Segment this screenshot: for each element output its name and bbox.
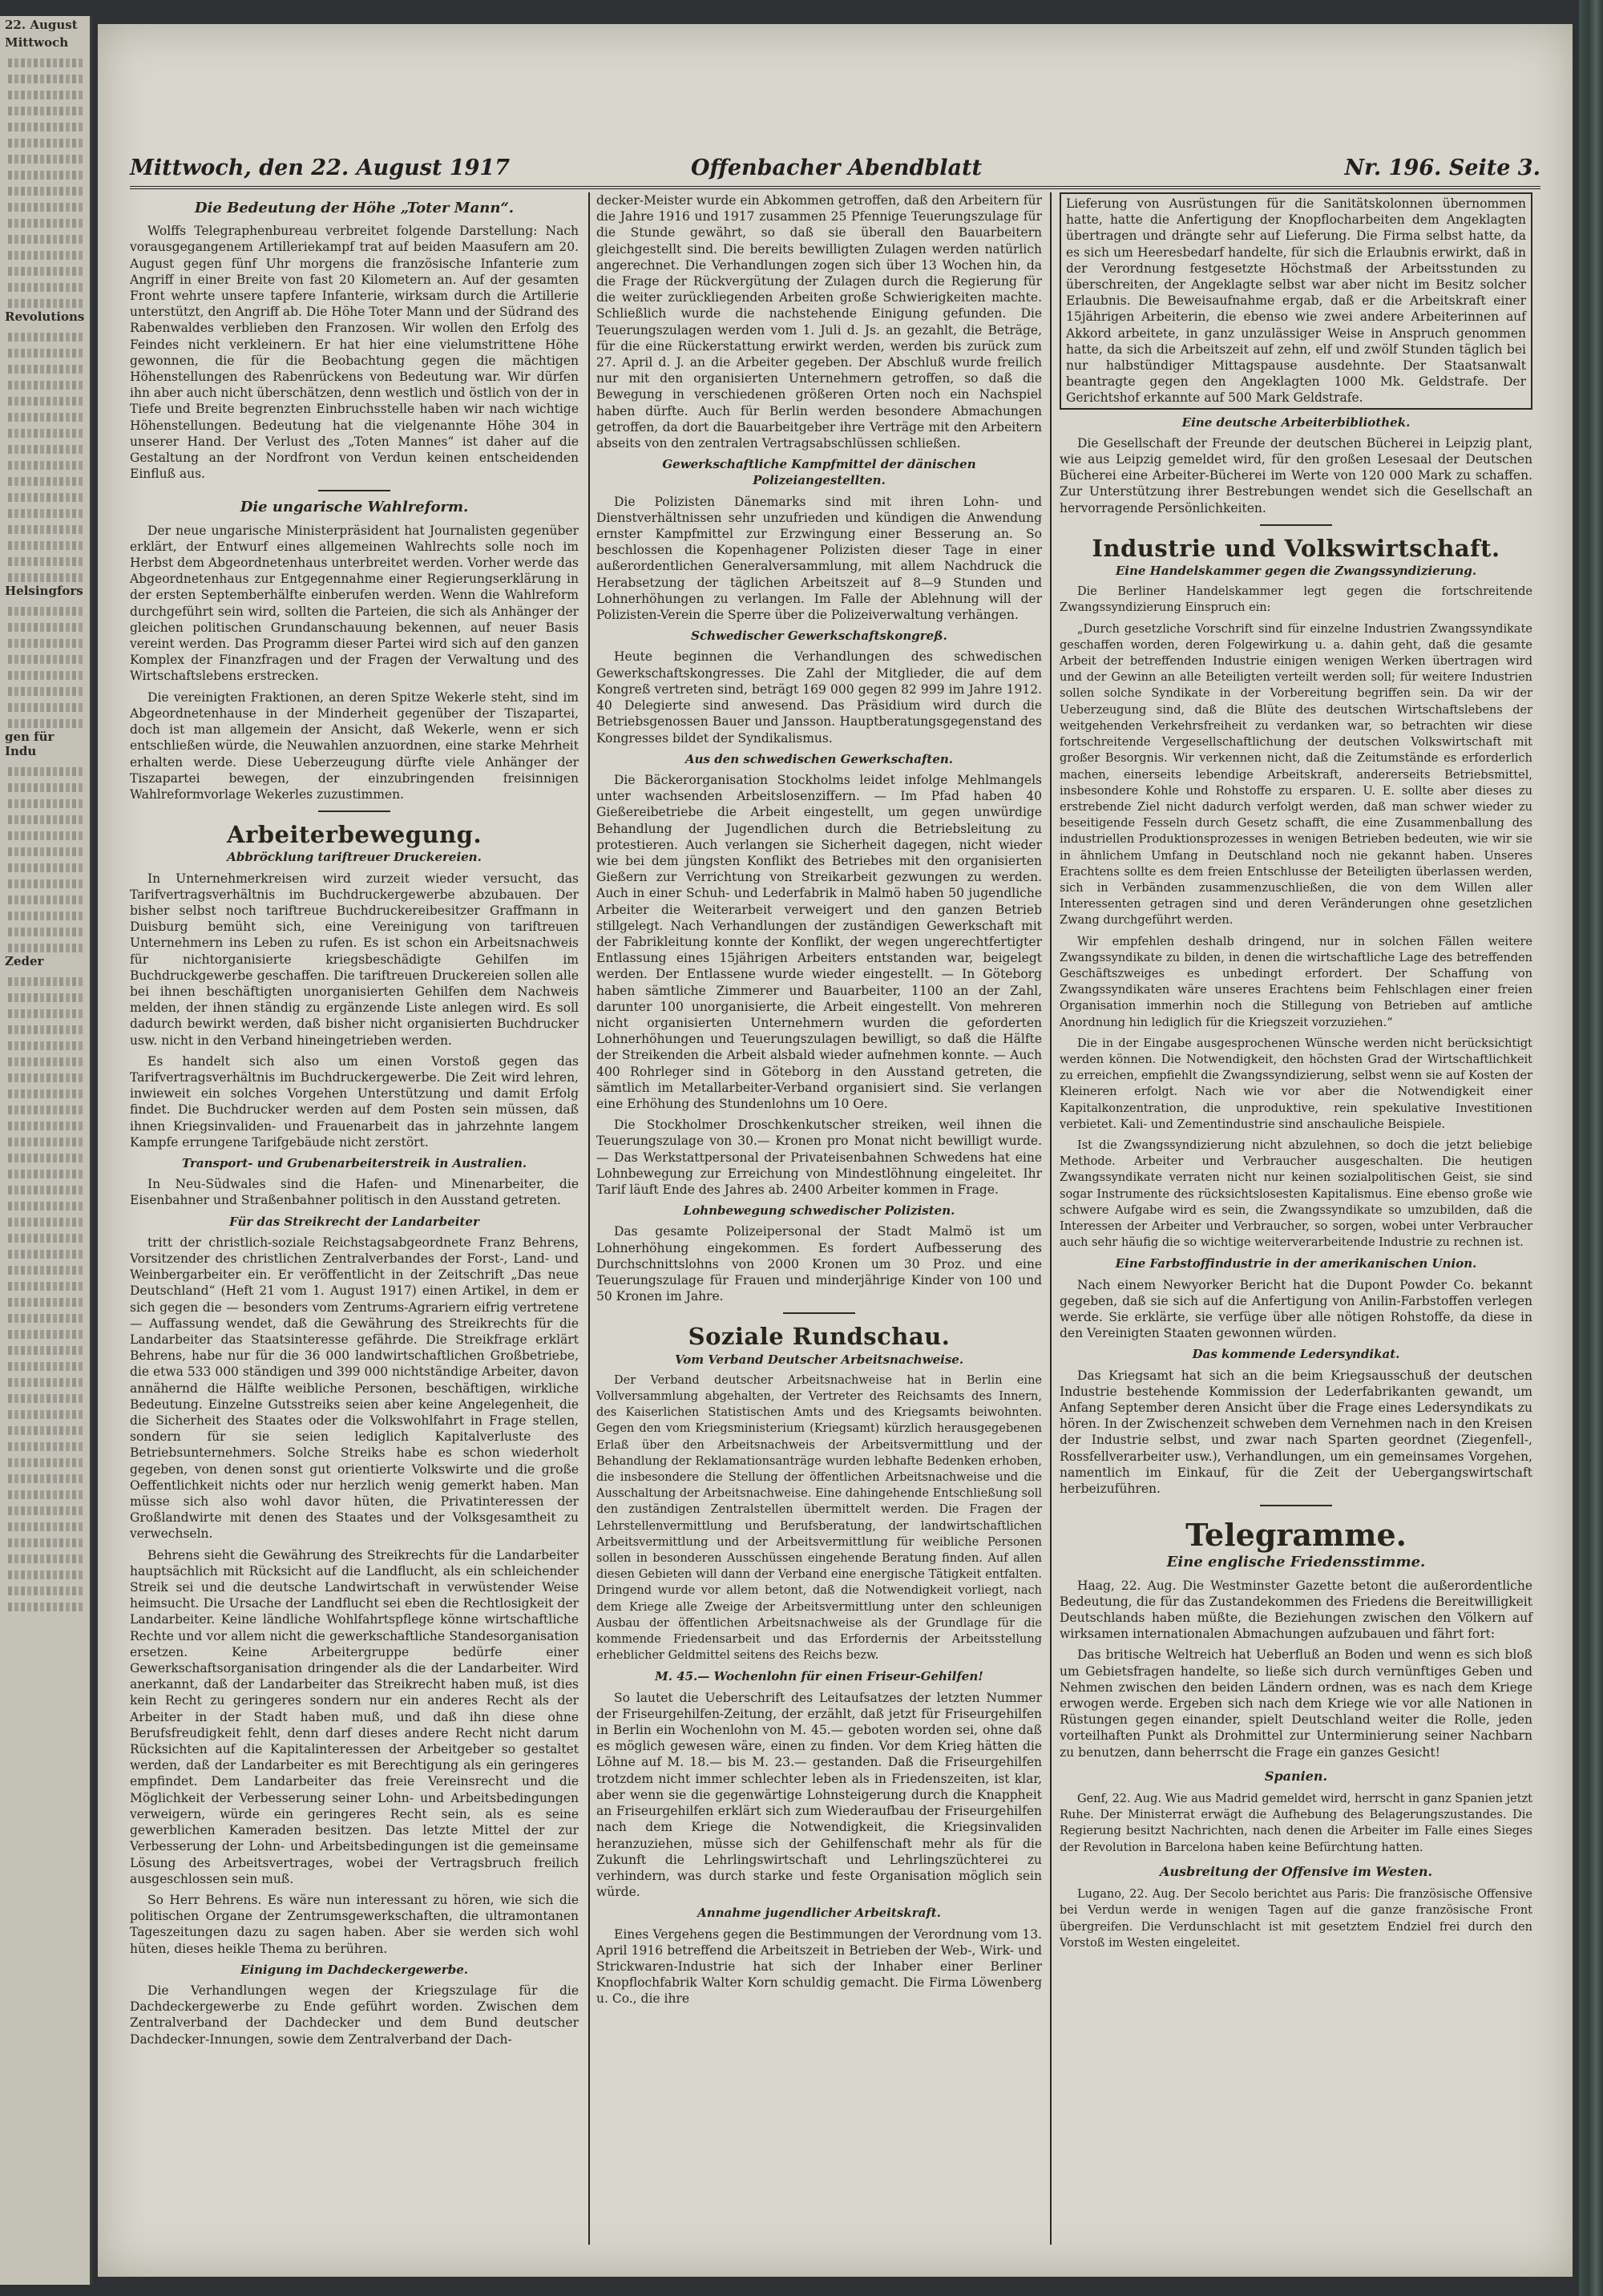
issue-page-number: Nr. 196. Seite 3.	[1344, 156, 1540, 180]
article-paragraph: „Durch gesetzliche Vorschrift sind für einzelne Industrien Zwangssyndikate geschaffen worden, deren Folgewirkung u. a. dahin geht, daß die gesamte Arbeit der betreffenden Industrie einigen wenigen Werken übertragen wird und der Gewinn an alle Beteiligten verteilt werden soll; für weitere Industrien sollen solche Syndikate in der Vorbereitung begriffen sein. Da wir der Ueberzeugung sind, daß die Blüte des deutschen Wirtschaftslebens der weitgehenden Verkehrsfreiheit zu verdanken war, so betrachten wir diese fortschreitende Vergesellschaftlichung der deutschen Volkswirtschaft mit großer Besorgnis. Wir verkennen nicht, daß die Zeitumstände es erforderlich machen, einerseits lebendige Arbeitskraft, andererseits Betriebsmittel, insbesondere Kohle und Rohstoffe zu ersparen. U. E. sollte aber dieses zu erstrebende Ziel nicht dadurch verfolgt werden, daß man schwer wieder zu beseitigende Fesseln durch Gesetz schafft, die eine Zusammenballung des industriellen Produktionsprozesses in wenigen Betrieben bedeuten, wie wir sie in ähnlichem Umfang in Deutschland noch nie gekannt haben. Unseres Erachtens sollte es dem freien Entschlusse der Beteiligten überlassen werden, sich in Verbänden zusammenzuschließen, die von dem Willen aller Interessenten getragen sind und deren Veränderungen ohne gesetzlichen Zwang durchgeführt werden.	[1060, 622, 1532, 928]
article-paragraph: Wir empfehlen deshalb dringend, nur in solchen Fällen weitere Zwangssyndikate zu bilden, in denen die wirtschaftliche Lage des betreffenden Geschäftszweiges es unbedingt erfordert. Der Schaffung von Zwangssyndikaten wäre unseres Erachtens beim Fehlschlagen einer freien Organisation immerhin noch die Stillegung von Betrieben auf amtliche Anordnung hin lediglich für die Kriegszeit vorzuziehen.“	[1060, 935, 1532, 1029]
separator	[1260, 524, 1332, 526]
prev-page-fragment: Revolutions	[5, 309, 85, 324]
article-paragraph: Das Kriegsamt hat sich an die beim Kriegsausschuß der deutschen Industrie bestehende Kommission der Lederfabrikanten gewandt, um Anfang September deren Ansicht über die Frage eines Ledersyndikats zu hören. In der Zwischenzeit schweben dem Vernehmen nach in den Kreisen der Industrie selbst, und zwar nach Sparten geordnet (Ziegenfell-, Rossfellverarbeiter usw.), Verhandlungen, um ein gemeinsames Vorgehen, namentlich im Einkauf, für die Zeit der Uebergangswirtschaft herbeizuführen.	[1060, 1368, 1532, 1497]
prev-page-fragment: 22. August	[5, 18, 78, 32]
article-paragraph: Der neue ungarische Ministerpräsident hat Journalisten gegenüber erklärt, der Entwurf eines allgemeinen Wahlrechts solle noch im Herbst dem Abgeordnetenhaus unterbreitet werden. Vorher werde das Abgeordnetenhaus zur Entgegennahme einer Regierungserklärung in der ersten Septemberhälfte einberufen werden. Wenn die Wahlreform durchgeführt sein wird, sollten die Parteien, die sich als Anhänger der gleichen politischen Grundanschauung bekennen, auf neuer Basis vereint werden. Das Programm dieser Partei wird sich auf den ganzen Komplex der Finanzfragen und der Fragen der Verwaltung und des Wirtschaftslebens erstrecken.	[130, 523, 579, 684]
article-paragraph: Es handelt sich also um einen Vorstoß gegen das Tarifvertragsverhältnis im Buchdruckergewerbe. Die Zeit wird lehren, inwieweit ein solches Vorgehen Unterstützung und damit Erfolg findet. Die Buchdrucker werden auf dem Posten sein müssen, daß ihnen Kriegsinvaliden- und Frauenarbeit das in jahrzehnte langem Kampfe errungene Tarifgebäude nicht zerstört.	[130, 1053, 579, 1150]
prev-page-fragment: Mittwoch	[5, 35, 69, 50]
subheading: Eine Handelskammer gegen die Zwangssyndizierung.	[1115, 564, 1477, 579]
subheading: Einigung im Dachdeckergewerbe.	[240, 1962, 468, 1977]
separator	[318, 490, 390, 491]
column-3	[1060, 192, 1532, 1956]
article-paragraph: Die in der Eingabe ausgesprochenen Wünsche werden nicht berücksichtigt werden können. Die Notwendigkeit, den höchsten Grad der Wirtschaftlichkeit zu erreichen, empfiehlt die Zwangssyndizierung, selbst wenn sie auf Kosten der Kleineren erfolgt. Nach wie vor aber die Notwendigkeit einer Kapitalkonzentration, die unproduktive, rein spekulative Investitionen verbietet. Kali- und Zementindustrie sind anschauliche Beispiele.	[1060, 1037, 1532, 1131]
section-heading: Arbeiterbewegung.	[226, 821, 483, 849]
subheading: Gewerkschaftliche Kampfmittel der dänischen Polizeiangestellten.	[662, 457, 976, 488]
subheading: Eine deutsche Arbeiterbibliothek.	[1181, 414, 1411, 430]
newspaper-title: Offenbacher Abendblatt	[691, 156, 982, 180]
newspaper-page	[98, 24, 1573, 2277]
article-paragraph: Eines Vergehens gegen die Bestimmungen der Verordnung vom 13. April 1916 betreffend die Arbeitszeit in Betrieben der Web-, Wirk- und Strickwaren-Industrie hat sich der Inhaber einer Berliner Knopflochfabrik Walter Korn schuldig gemacht. Die Firma Löwenberg u. Co., die ihre	[596, 1926, 1042, 2007]
article-paragraph: Die Bäckerorganisation Stockholms leidet infolge Mehlmangels unter wachsenden Arbeitslosenziffern. — Im Pfad haben 40 Gießereibetriebe die Arbeit eingestellt, um gegen unwürdige Behandlung der Jugendlichen durch die Betriebsleitung zu protestieren. Auch verlangen sie Sicherheit dagegen, nicht wieder wie bei dem jüngsten Konflikt des Betriebes mit den organisierten Gießern zur Verrichtung von Streikarbeit gezwungen zu werden. Auch in einer Schuh- und Lederfabrik in Malmö haben 50 jugendliche Arbeiter die Weiterarbeit verweigert und den ganzen Betrieb stillgelegt. Nach Verhandlungen der zuständigen Gewerkschaft mit der Fabrikleitung konnte der Konflikt, der wegen ungerechtfertigter Entlassung eines 15jährigen Arbeiters entstanden war, beigelegt werden. Der Entlassene wurde wieder eingestellt. — In Göteborg haben sämtliche Zimmerer und Bauarbeiter, 1100 an der Zahl, darunter 100 unorganisierte, die Arbeit eingestellt. Von mehreren nicht organisierten Unternehmern wurden die geforderten Lohnerhöhungen und Teuerungszulagen bewilligt, so daß die Hälfte der Streikenden die Arbeit alsbald wieder aufnehmen konnte. — Auch 400 Rohrleger sind in Göteborg in den Ausstand getreten, die sämtlich im Metallarbeiter-Verband organisiert sind. Sie verlangen eine Erhöhung des Stundenlohns um 10 Oere.	[596, 772, 1042, 1111]
prev-page-fragment: Helsingfors	[5, 584, 83, 598]
subheading: Vom Verband Deutscher Arbeitsnachweise.	[674, 1352, 964, 1367]
subheading: M. 45.— Wochenlohn für einen Friseur-Gehilfen!	[655, 1669, 983, 1684]
article-headline: Eine englische Friedensstimme.	[1166, 1554, 1426, 1571]
subheading: Transport- und Grubenarbeiterstreik in Australien.	[181, 1155, 527, 1170]
subheading: Aus den schwedischen Gewerkschaften.	[684, 751, 953, 766]
article-paragraph: Das gesamte Polizeipersonal der Stadt Malmö ist um Lohnerhöhung eingekommen. Es fordert Aufbesserung des Durchschnittslohns von 2000 Kronen um 30 Proz. und eine Teuerungszulage für Frauen und minderjährige Kinder von 100 und 50 Kronen im Jahre.	[596, 1224, 1042, 1304]
column-divider	[588, 192, 590, 2245]
article-paragraph: So Herr Behrens. Es wäre nun interessant zu hören, wie sich die politischen Organe der Zentrumsgewerkschaften, die ultramontanen Tageszeitungen dazu zu sagen haben. Aber sie werden sich wohl hüten, dieses heikle Thema zu berühren.	[130, 1892, 579, 1956]
subheading: Für das Streikrecht der Landarbeiter	[229, 1214, 479, 1229]
subheading: Schwedischer Gewerkschaftskongreß.	[691, 629, 947, 644]
section-heading: Telegramme.	[1185, 1517, 1407, 1554]
article-paragraph: Haag, 22. Aug. Die Westminster Gazette betont die außerordentliche Bedeutung, die für das Zustandekommen des Friedens die Bereitwilligkeit Deutschlands haben müßte, die Beziehungen zwischen den Völkern auf wirksamen internationalen Abmachungen aufzubauen und fährt fort:	[1060, 1578, 1532, 1642]
article-paragraph: Die Polizisten Dänemarks sind mit ihren Lohn- und Dienstverhältnissen sehr unzufrieden und kündigen die Anwendung ernster Kampfmittel zur Erzwingung einer Besserung an. So beschlossen die Kopenhagener Polizisten dieser Tage in einer außerordentlichen Generalversammlung, mit allem Nachdruck die Herabsetzung der täglichen Arbeitszeit auf 8—9 Stunden und Lohnerhöhungen zu verlangen. Im Falle der Ablehnung will der Polizisten-Verein die Sperre über die Polizeiverwaltung verhängen.	[596, 494, 1042, 623]
article-paragraph: Die Berliner Handelskammer legt gegen die fortschreitende Zwangssyndizierung Einspruch ein:	[1060, 585, 1532, 615]
previous-page-strip	[0, 16, 92, 2285]
article-paragraph: Der Verband deutscher Arbeitsnachweise hat in Berlin eine Vollversammlung abgehalten, der Vertreter des Reichsamts des Innern, des Kaiserlichen Statistischen Amts und des Kriegsamts beiwohnten. Gegen den vom Kriegsministerium (Kriegsamt) kürzlich herausgegebenen Erlaß über den Arbeitsnachweis der Arbeitsvermittlung und der Behandlung der Reklamationsanträge wurden lebhafte Bedenken erhoben, die insbesondere die Stellung der öffentlichen Arbeitsnachweise und die Ausschaltung der Arbeitsnachweise. Eine dahingehende Entschließung soll den zuständigen Zentralstellen übermittelt werden. Die Fragen der Lehrstellenvermittlung und Berufsberatung, der landwirtschaftlichen Arbeitsvermittlung und der Arbeitsvermittlung für weibliche Personen sollen in besonderen Ausschüssen eingehende Beratung finden. Auf allen diesen Gebieten will dann der Verband eine energische Tätigkeit entfalten. Dringend wurde vor allem betont, daß die Notwendigkeit vorliegt, nach dem Kriege alle Zweige der Arbeitsvermittlung unter den schleunigen Ausbau der öffentlichen Arbeitsnachweise als der Grundlage für die kommende Friedensarbeit und das Erfordernis der Arbeitsstellung erheblicher Geldmittel seitens des Reichs bezw.	[596, 1373, 1042, 1663]
subheading: Annahme jugendlicher Arbeitskraft.	[697, 1906, 941, 1921]
separator	[1260, 1505, 1332, 1506]
article-paragraph: Die Gesellschaft der Freunde der deutschen Bücherei in Leipzig plant, wie aus Leipzig gemeldet wird, für den großen Lesesaal der Deutschen Bücherei eine Arbeiter-Bücherei im Werte von 120 000 Mark zu schaffen. Zur Unterstützung ihrer Bestrebungen wendet sich die Gesellschaft an hervorragende Persönlichkeiten.	[1060, 435, 1532, 515]
separator	[783, 1312, 855, 1314]
column-divider	[1050, 192, 1052, 2245]
column-1	[130, 192, 579, 2052]
book-binding-edge	[1579, 0, 1603, 2296]
masthead	[130, 151, 1540, 189]
article-paragraph: Die Stockholmer Droschkenkutscher streiken, weil ihnen die Teuerungszulage von 30.— Kronen pro Monat nicht bewilligt wurde. — Das Werkstattpersonal der Privateisenbahnen Schwedens hat eine Lohnbewegung zur Erreichung von Mindestlöhnung eingeleitet. Ihr Tarif läuft Ende des Jahres ab. 2400 Arbeiter kommen in Frage.	[596, 1118, 1042, 1197]
article-headline: Die ungarische Wahlreform.	[240, 499, 469, 516]
article-paragraph: Lugano, 22. Aug. Der Secolo berichtet aus Paris: Die französische Offensive bei Verdun werde in wenigen Tagen auf die ganze französische Front übergreifen. Die Verdunschlacht ist mit gesetztem Endziel frei durch den Vorstoß im Westen eingeleitet.	[1060, 1888, 1532, 1950]
article-paragraph: Genf, 22. Aug. Wie aus Madrid gemeldet wird, herrscht in ganz Spanien jetzt Ruhe. Der Ministerrat erwägt die Aufhebung des Belagerungszustandes. Die Regierung besitzt Nachrichten, nach denen die Arbeiter im Falle eines Sieges der Revolution in Barcelona haben keine Befürchtung hatten.	[1060, 1793, 1532, 1854]
subheading: Abbröcklung tariftreuer Druckereien.	[227, 850, 482, 865]
article-paragraph: decker-Meister wurde ein Abkommen getroffen, daß den Arbeitern für die Jahre 1916 und 1917 zusammen 25 Pfennige Teuerungszulage für die Stunde gewährt, so daß sie überall den Bauarbeitern gleichgestellt sind. Die bereits bewilligten Zulagen werden natürlich angerechnet. Die Verhandlungen zogen sich über 13 Wochen hin, da die Frage der Rückvergütung der Zulagen durch die Regierung für die weiter zurückliegenden Arbeiten große Schwierigkeiten machte. Schließlich wurde die nachstehende Einigung gefunden. Die Teuerungszulagen werden vom 1. Juli d. Js. an gezahlt, die Beträge, für die eine Rückerstattung erwirkt werden, werden bis zurück zum 27. April d. J. an die Arbeiter gegeben. Der Abschluß wurde freilich nur mit den organisierten Unternehmern getroffen, so daß die Bewegung in verschiedenen größeren Orten noch ein Nachspiel haben dürfte. Auch für Berlin werden besondere Abmachungen getroffen, da dort die Bauarbeitgeber ihre Verträge mit den Arbeitern abseits von den zentralen Vertragsabschlüssen schließen.	[596, 193, 1042, 451]
article-paragraph: Die Verhandlungen wegen der Kriegszulage für die Dachdeckergewerbe zu Ende geführt worden. Zwischen dem Zentralverband der Dachdecker und dem Bund deutscher Dachdecker-Innungen, sowie dem Zentralverband der Dach-	[130, 1983, 579, 2047]
article-paragraph: Behrens sieht die Gewährung des Streikrechts für die Landarbeiter hauptsächlich mit Rücksicht auf die Landflucht, als ein schleichender Streik sei und die deutsche Landwirtschaft in verwüstender Weise heimsucht. Die Ursache der Landflucht sei eben die Rechtlosigkeit der Landarbeiter. Keine ländliche Wohlfahrtspflege könne wirtschaftliche Rechte und vor allem nicht die gewerkschaftliche Standesorganisation ersetzen. Keine Arbeitergruppe bedürfe einer Gewerkschaftsorganisation dringender als die der Landarbeiter. Wird anerkannt, daß der Landarbeiter das Streikrecht haben muß, ist dies kein Recht zu geringeres sondern nur ein anderes Recht als der Arbeiter in der Stadt haben muß, und daß ihn diese ohne Berufsfreudigkeit fehlt, denn darf dieses andere Recht nicht darum Rücksichten auf die Kapitalinteressen der Arbeitgeber so gestaltet werden, daß der Landarbeiter es mit Berechtigung als ein geringeres empfindet. Dem Landarbeiter das freie Vereinsrecht und die Möglichkeit der Verbesserung seiner Lohn- und Arbeitsbedingungen verweigern, würde ein geringeres Recht sein, als es seine gewerblichen Kameraden besitzen. Das letzte Mittel der zur Verbesserung der Lohn- und Arbeitsbedingungen ist die gemeinsame Lösung des Arbeitsvertrages, wobei der Vertragsbruch freilich ausgeschlossen sein muß.	[130, 1547, 579, 1886]
column-2	[596, 192, 1042, 2012]
article-paragraph: In Neu-Südwales sind die Hafen- und Minenarbeiter, die Eisenbahner und Straßenbahner politisch in den Ausstand getreten.	[130, 1177, 579, 1208]
article-headline: Die Bedeutung der Höhe „Toter Mann“.	[194, 200, 515, 216]
subheading: Das kommende Ledersyndikat.	[1192, 1347, 1400, 1362]
article-paragraph: tritt der christlich-soziale Reichstagsabgeordnete Franz Behrens, Vorsitzender des christlichen Zentralverbandes der Forst-, Land- und Weinbergarbeiter ein. Er veröffentlicht in der Zeitschrift „Das neue Deutschland“ (Heft 21 vom 1. August 1917) einen Artikel, in dem er sich gegen die — besonders vom Zentrums-Agrariern eifrig vertretene — Auffassung wendet, daß die Gewährung des Streikrechts für die Landarbeiter das Staatsinteresse gefährde. Die Streikfrage erklärt Behrens, habe nur für die 36 000 landwirtschaftlichen Großbetriebe, die etwa 533 000 ständigen und 399 000 nichtständige Arbeiter, davon annähernd die Hälfte weibliche Personen, beschäftigen, wirkliche Bedeutung. Einzelne Gutsstreiks seien aber keine Angelegenheit, die die Sicherheit des Staates oder die Volkswohlfahrt in Frage stellen, sondern für sie seien lediglich Kapitalverluste des Betriebsunternehmers. Solche Streiks habe es schon wiederholt gegeben, von denen sonst gut orientierte Volkswirte und die große Oeffentlichkeit nichts oder nur herzlich wenig gemerkt haben. Man müsse sich also wohl davor hüten, die Privatinteressen der Großlandwirte mit denen des Staates und der Volksgesamtheit zu verwechseln.	[130, 1235, 579, 1542]
article-paragraph: In Unternehmerkreisen wird zurzeit wieder versucht, das Tarifvertragsverhältnis im Buchdruckergewerbe abzubauen. Der bisher selbst noch tariftreue Buchdruckereibesitzer Graffmann in Duisburg bemüht sich, eine Vereinigung von tariftreuen Unternehmern ins Leben zu rufen. Es ist schon ein Arbeitsnachweis für nichtorganisierte kriegsbeschädigte Gehilfen im Buchdruckgewerbe geschaffen. Die tariftreuen Druckereien sollen alle bei ihnen beschäftigten unorganisierten Gehilfen dem Nachweis melden, der ihnen ständig zu ergänzende Liste anlegen wird. Es soll dadurch bewirkt werden, daß bisher nicht organisierten Buchdrucker usw. nicht in den Verband hineingetrieben werden.	[130, 871, 579, 1048]
article-paragraph: Lieferung von Ausrüstungen für die Sanitätskolonnen übernommen hatte, hatte die Anfertigung der Knopflocharbeiten dem Angeklagten übertragen und drängte sehr auf Lieferung. Die Firma selbst hatte, da es sich um Heeresbedarf handelte, für sich die Erlaubnis erwirkt, daß in der Verordnung festgesetzte Höchstmaß der Arbeitsstunden zu überschreiten, der Angeklagte selbst war aber nicht im Besitz solcher Erlaubnis. Die Beweisaufnahme ergab, daß er die Arbeitskraft einer 15jährigen Arbeiterin, die ebenso wie zwei andere Arbeiterinnen auf Akkord arbeitete, in ganz unzulässiger Weise in Anspruch genommen hatte, da sich die Arbeitszeit auf zehn, elf und zwölf Stunden täglich bei nur halbstündiger Mittagspause ausdehnte. Der Staatsanwalt beantragte gegen den Angeklagten 1000 Mk. Geldstrafe. Der Gerichtshof erkannte auf 500 Mark Geldstrafe.	[1060, 192, 1532, 410]
article-paragraph: Heute beginnen die Verhandlungen des schwedischen Gewerkschaftskongresses. Die Zahl der Mitglieder, die auf dem Kongreß vertreten sind, beträgt 169 000 gegen 82 999 im Jahre 1912. 40 Delegierte sind anwesend. Das Präsidium wird durch die Betriebsgenossen Bauer und Jansson. Hauptberatungsgegenstand des Kongresses bildet der Syndikalismus.	[596, 649, 1042, 746]
issue-date: Mittwoch, den 22. August 1917	[130, 156, 510, 180]
article-paragraph: Nach einem Newyorker Bericht hat die Dupont Powder Co. bekannt gegeben, daß sie sich auf die Anfertigung von Anilin-Farbstoffen verlegen werde. Sie erklärte, sie verfüge über alle nötigen Rohstoffe, da diese in den Vereinigten Staaten gewonnen würden.	[1060, 1277, 1532, 1341]
article-paragraph: Ist die Zwangssyndizierung nicht abzulehnen, so doch die jetzt beliebige Methode. Arbeiter und Verbraucher ausgeschalten. Die heutigen Zwangssyndikate verraten nicht nur keinen sozialpolitischen Geist, sie sind sogar Instrumente des rücksichtslosesten Kapitalismus. Eine ebenso große wie schwere Aufgabe wird es sein, die Zwangssyndikate so umzubilden, daß die Interessen der Arbeiter und Verbraucher, so sorgen, wobei unter Verbraucher auch sehr häufig die so wichtige weiterverarbeitende Industrie zu rechnen ist.	[1060, 1138, 1532, 1250]
separator	[318, 810, 390, 812]
prev-page-fragment: gen für Indu	[5, 730, 55, 758]
article-headline: Spanien.	[1264, 1768, 1328, 1784]
article-paragraph: Das britische Weltreich hat Ueberfluß an Boden und wenn es sich bloß um Gebietsfragen handelte, so ließe sich durch vernünftiges Geben und Nehmen zwischen den beiden Ländern ordnen, was es nach dem Kriege erwogen werde. Ergeben sich nach dem Kriege wie vor alle Nationen in Rüstungen gegen einander, spielt Deutschland weiter die Rolle, jeden vorteilhaften Punkt als Drohmittel zur Unterminierung seiner Nachbarn zu benutzen, dann beherrscht die Frage ein ganzes Gesicht!	[1060, 1647, 1532, 1760]
article-paragraph: So lautet die Ueberschrift des Leitaufsatzes der letzten Nummer der Friseurgehilfen-Zeitung, der erzählt, daß jetzt für Friseurgehilfen in Berlin ein Wochenlohn von M. 45.— geboten worden sei, ohne daß es möglich gewesen wäre, einen zu finden. Vor dem Krieg hätten die Löhne auf M. 18.— bis M. 23.— gestanden. Daß die Friseurgehilfen trotzdem nicht immer schlechter leben als in Friedenszeiten, ist klar, aber wenn sie die gegenwärtige Lohnsteigerung durch die Knappheit an Friseurgehilfen erklärt sich zum Wiederaufbau der Friseurgehilfen nach dem Kriege die Notwendigkeit, die Kriegsinvaliden heranzuziehen, müsse sich der Gehilfenschaft mehr als für die Zukunft die Lehrlingswirtschaft und Lehrlingszüchterei zu verhindern, was durch starke und feste Organisation möglich sein würde.	[596, 1690, 1042, 1900]
article-paragraph: Wolffs Telegraphenbureau verbreitet folgende Darstellung: Nach vorausgegangenem Artilleriekampf trat auf beiden Maasufern am 20. August gegen fünf Uhr morgens die französische Infanterie zum Angriff in einer Breite von fast 20 Kilometern an. Auf der gesamten Front wehrte unsere tapfere Infanterie, wirksam durch die Artillerie unterstützt, den Angriff ab. Die Höhe Toter Mann und der Südrand des Rabenwaldes verblieben den Franzosen. Wir wollen den Erfolg des Feindes nicht verkleinern. Er hat hier eine vielumstrittene Höhe gewonnen, die für die Beobachtung gegen die mächtigen Höhenstellungen des Rabenrückens von Bedeutung war. Wir dürfen ihn aber auch nicht überschätzen, denn westlich und östlich von der in Tiefe und Breite begrenzten Einbruchsstelle haben wir nach wichtige Höhenstellungen. Bedeutung hat die vielgenannte Höhe 304 in unserer Hand. Der Verlust des „Toten Mannes“ ist daher auf die Gestaltung an der Nordfront von Verdun keinen entscheidenden Einfluß aus.	[130, 224, 579, 482]
article-paragraph: Die vereinigten Fraktionen, an deren Spitze Wekerle steht, sind im Abgeordnetenhause in der Minderheit gegenüber der Tiszapartei, doch ist man allgemein der Ansicht, daß Wekerle, wenn er sich entschließen würde, die Neuwahlen anzuordnen, eine starke Mehrheit erhalten werde. Diese Ueberzeugung dürfte viele Anhänger der Tiszapartei bewegen, der einzubringenden freisinnigen Wahlreformvorlage Wekerles zuzustimmen.	[130, 689, 579, 802]
article-headline: Ausbreitung der Offensive im Westen.	[1159, 1863, 1433, 1879]
subheading: Lohnbewegung schwedischer Polizisten.	[683, 1203, 955, 1219]
section-heading: Soziale Rundschau.	[688, 1323, 951, 1351]
section-heading: Industrie und Volkswirtschaft.	[1092, 534, 1500, 562]
prev-page-fragment: Zeder	[5, 954, 44, 968]
subheading: Eine Farbstoffindustrie in der amerikanischen Union.	[1115, 1256, 1477, 1271]
